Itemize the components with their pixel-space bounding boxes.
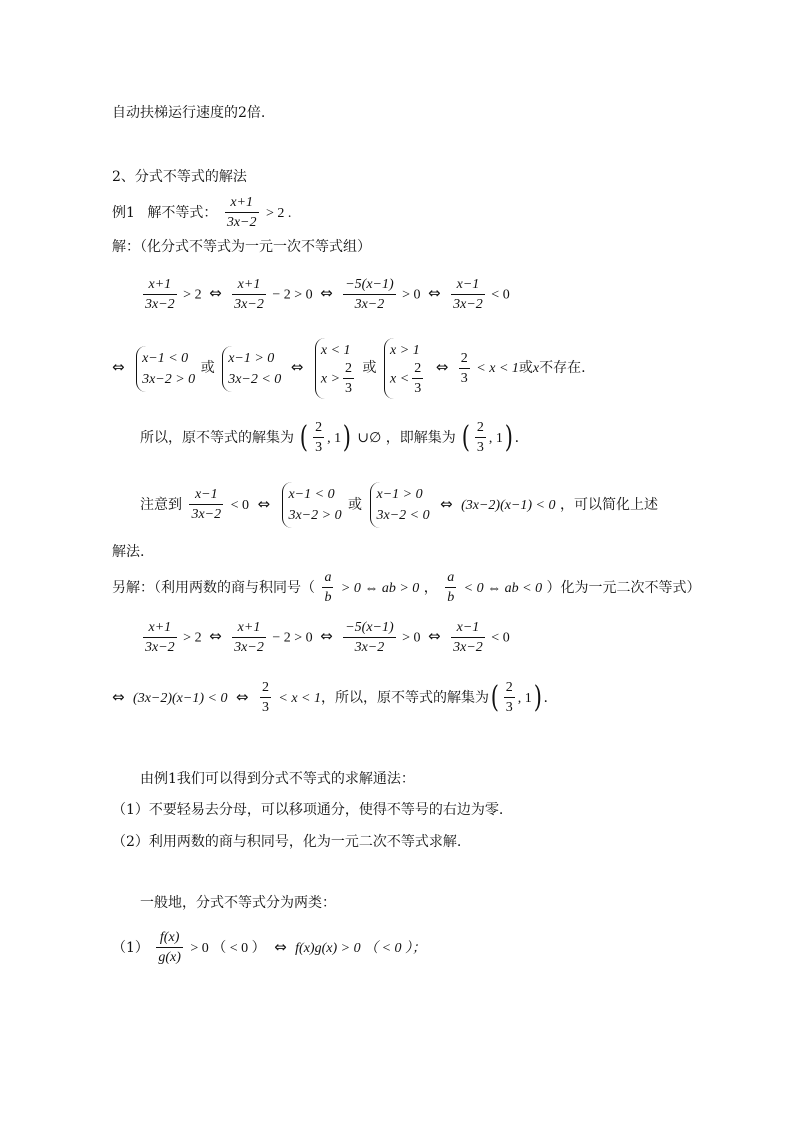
example-line: 例1 解不等式： $\frac{x+1}{3x-2}$ > 2 . [112,195,292,231]
fraction: $\frac{2}{3}$ [505,680,513,716]
fraction: $\frac{2}{3}$ [261,680,269,716]
system-a: x−1 < 0 3x−2 > 0 [282,482,341,528]
system-a: x−1 < 0 3x−2 > 0 [136,346,195,392]
solution-set-line: 所以，原不等式的解集为 ( $\frac{2}{3}$ , 1) ∪∅ ，即解集为 ( $\frac{2}{3}$ , 1) . [140,420,520,456]
equivalence-chain-1: $\frac{x+1}{3x-2}$ > 2 ⇔ $\frac{x+1}{3x-2}$ − 2 > 0 ⇔ $\frac{-5(x-1)}{3x-2}$ > 0 ⇔ $\frac{x-1}{3x-2}$ < 0 [145,277,510,313]
equivalence-chain-2: ⇔ x−1 < 0 3x−2 > 0 或 x−1 > 0 3x−2 < 0 ⇔ x < 1 x > $\frac{2}{3}$ 或 x > 1 x < $\frac{2}{3}$ ⇔ $\frac{2}{3}$ < x < 1或x不存在. [112,338,586,399]
example-fraction: $\frac{x+1}{3x-2}$ [226,195,257,231]
type-1-line: （1） $\frac{f(x)}{g(x)}$ > 0 （ < 0 ） ⇔ f(x)g(x) > 0 （ < 0 ）； [112,930,427,966]
fraction: $\frac{f(x)}{g(x)}$ [158,930,181,966]
fraction: $\frac{x+1}{3x-2}$ [145,620,175,656]
fraction: $\frac{a}{b}$ [324,570,332,606]
fraction: $\frac{-5(x-1)}{3x-2}$ [345,620,394,656]
equivalence-chain-3: $\frac{x+1}{3x-2}$ > 2 ⇔ $\frac{x+1}{3x-2}$ − 2 > 0 ⇔ $\frac{-5(x-1)}{3x-2}$ > 0 ⇔ $\frac{x-1}{3x-2}$ < 0 [145,620,510,656]
fraction: $\frac{-5(x-1)}{3x-2}$ [345,277,394,313]
general-method-item-2: （2）利用两数的商与积同号，化为一元二次不等式求解. [112,834,462,850]
system-b: x−1 > 0 3x−2 < 0 [370,482,429,528]
system-b: x−1 > 0 3x−2 < 0 [222,346,281,392]
fraction: $\frac{a}{b}$ [447,570,455,606]
fraction: $\frac{x-1}{3x-2}$ [191,486,222,522]
system-c: x < 1 x > $\frac{2}{3}$ [315,338,357,399]
fraction: $\frac{2}{3}$ [476,420,484,456]
fraction: $\frac{x+1}{3x-2}$ [234,277,264,313]
types-intro: 一般地，分式不等式分为两类： [140,895,336,911]
equivalence-chain-4: ⇔ (3x−2)(x−1) < 0 ⇔ $\frac{2}{3}$ < x < 1，所以，原不等式的解集为( $\frac{2}{3}$ , 1) . [112,680,548,716]
general-method-intro: 由例1我们可以得到分式不等式的求解通法： [140,771,415,787]
system-d: x > 1 x < $\frac{2}{3}$ [384,338,426,399]
fraction: $\frac{x-1}{3x-2}$ [453,277,483,313]
fraction: $\frac{x+1}{3x-2}$ [145,277,175,313]
solution-label: 解：（化分式不等式为一元一次不等式组） [112,239,371,255]
note-line: 注意到 $\frac{x-1}{3x-2}$ < 0 ⇔ x−1 < 0 3x−2 > 0 或 x−1 > 0 3x−2 < 0 ⇔ (3x−2)(x−1) < 0 ，可以简化上述 [140,482,658,528]
fraction: $\frac{2}{3}$ [315,420,323,456]
intro-line: 自动扶梯运行速度的2倍. [112,105,266,121]
note-continuation: 解法. [112,544,145,560]
fraction: $\frac{x+1}{3x-2}$ [234,620,264,656]
fraction: $\frac{2}{3}$ [460,350,468,386]
section-title: 2、分式不等式的解法 [112,169,247,185]
fraction: $\frac{x-1}{3x-2}$ [453,620,483,656]
alternative-solution-line: 另解：（利用两数的商与积同号（ $\frac{a}{b}$ > 0 ⇔ ab > 0 ， $\frac{a}{b}$ < 0 ⇔ ab < 0 ）化为一元二次不等式） [112,570,701,606]
general-method-item-1: （1）不要轻易去分母，可以移项通分，使得不等号的右边为零. [112,802,504,818]
